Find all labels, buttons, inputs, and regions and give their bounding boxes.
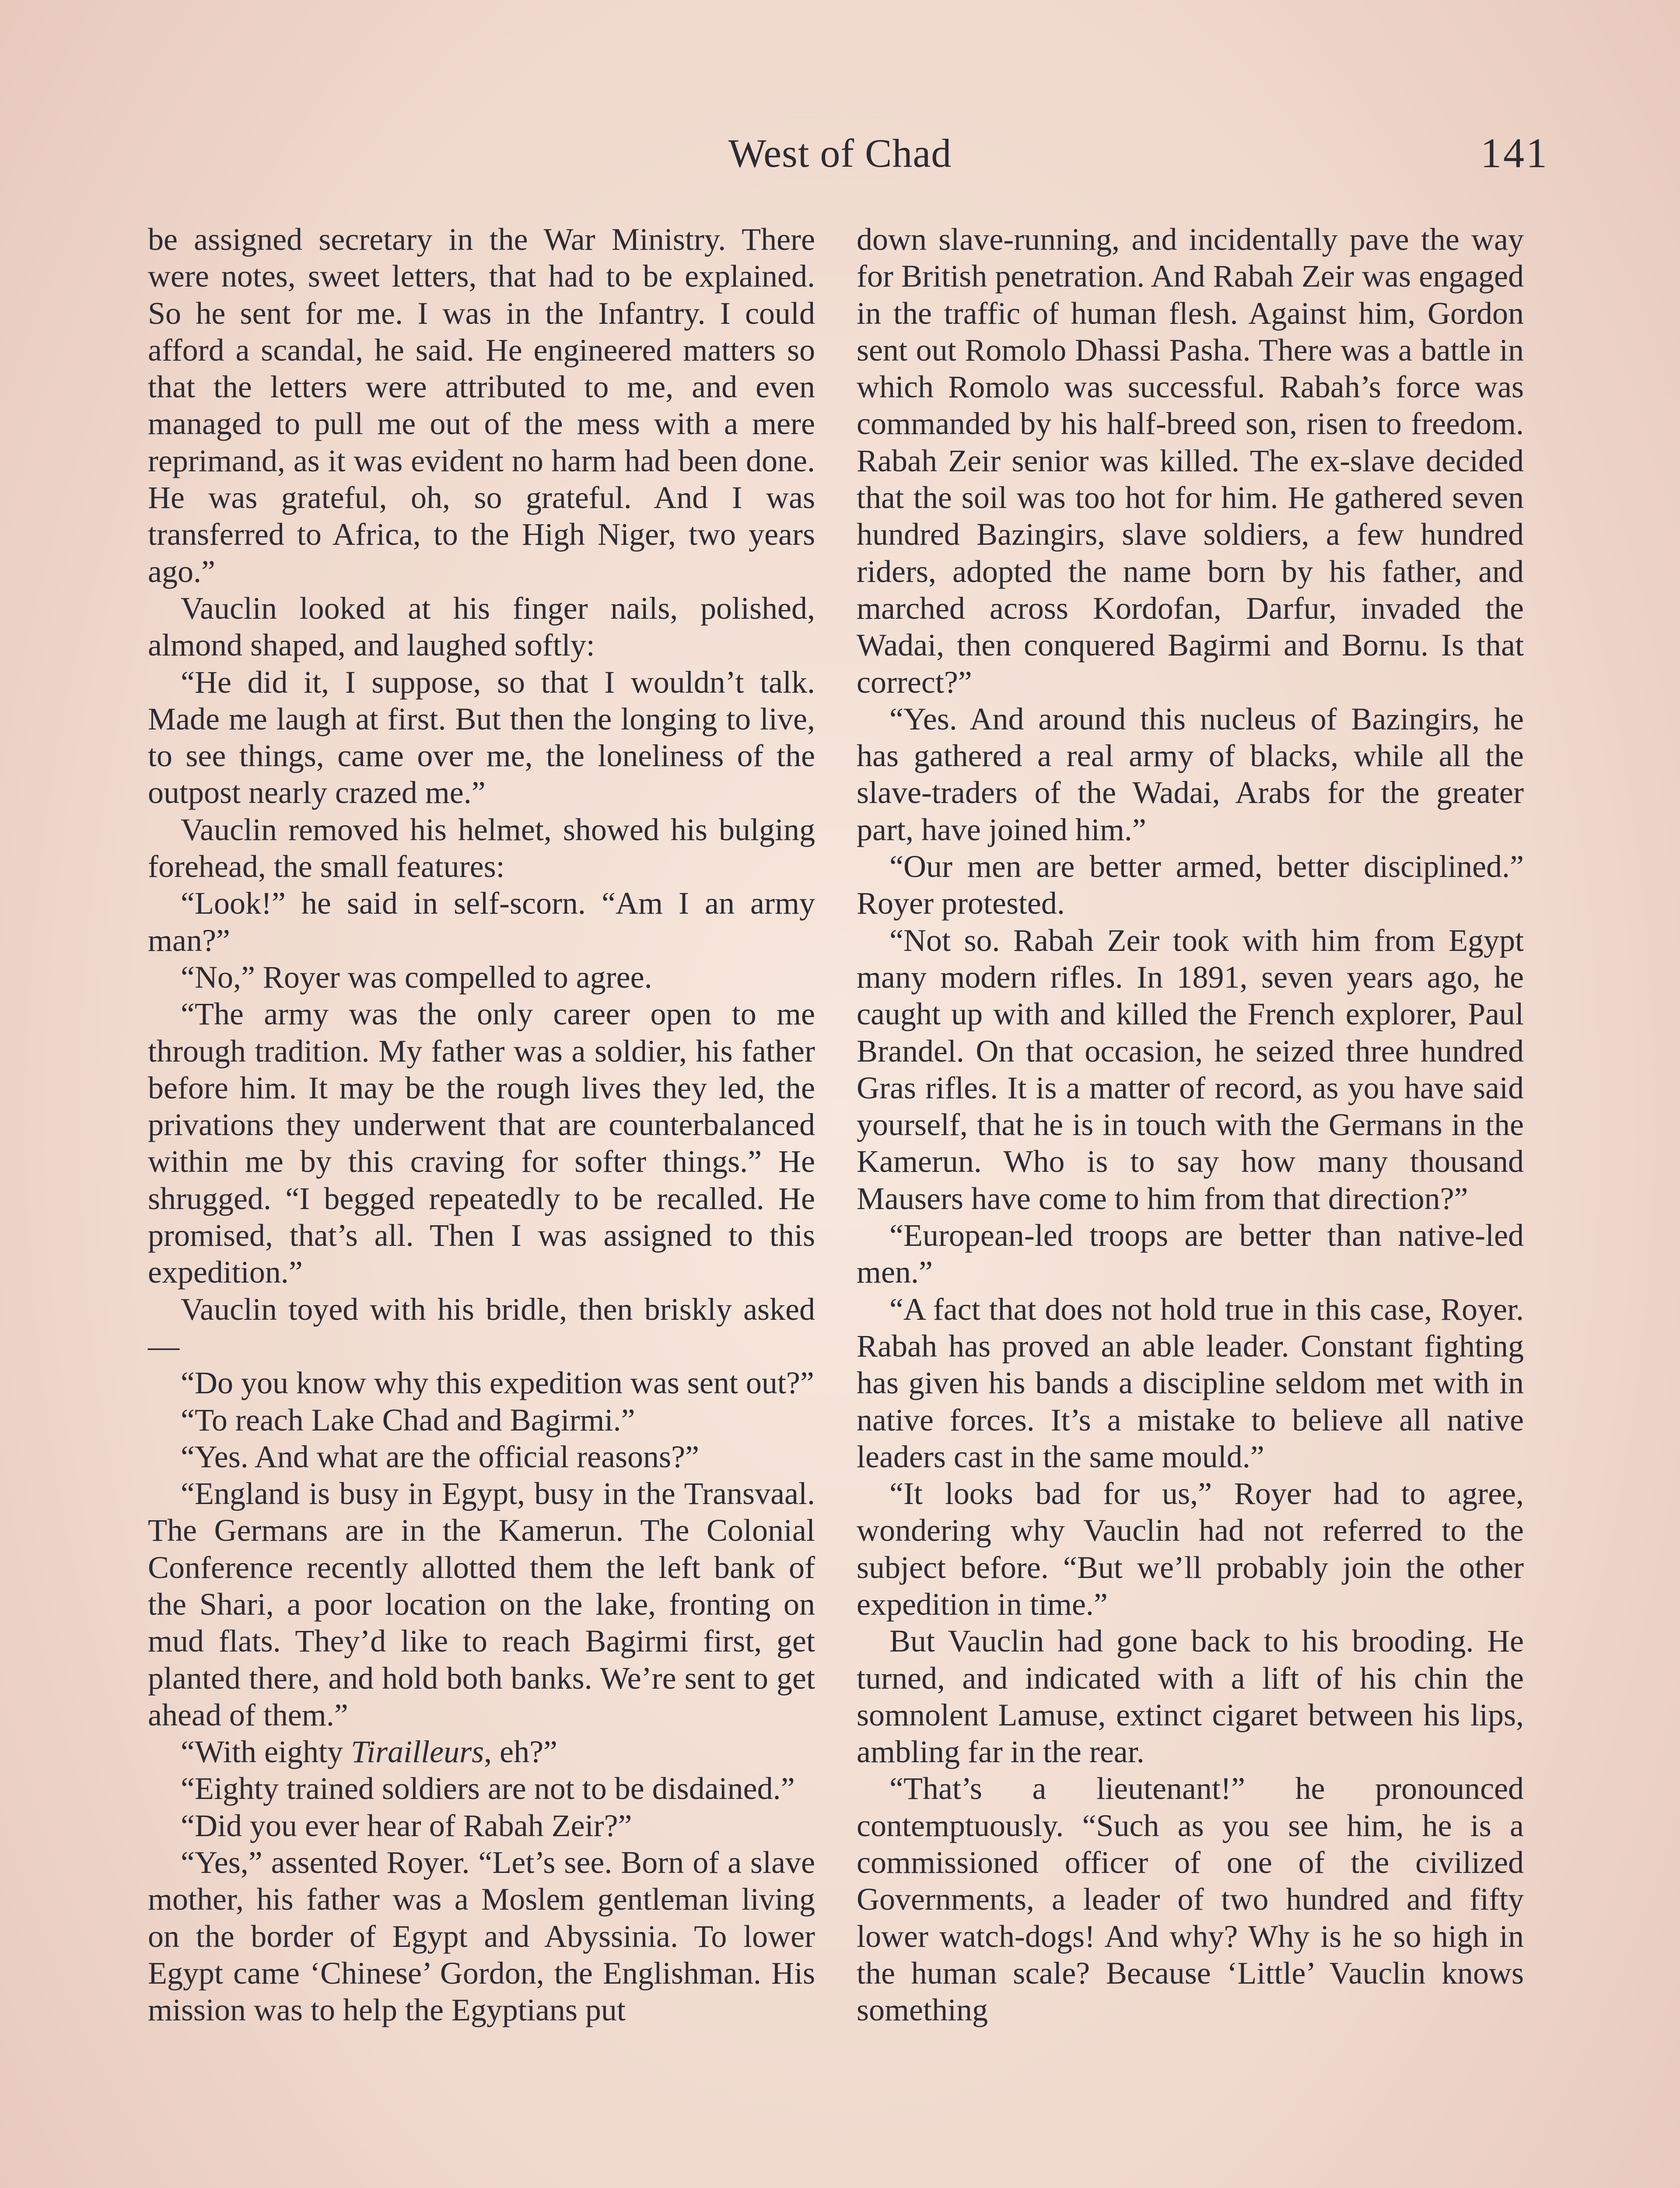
- paragraph: “England is busy in Egypt, busy in the Transvaal. The Germans are in the Kamerun. The Colonial Conference recently allotted them the left bank of the Shari, a poor location on the lake, fronting on mud flats. They’d like to reach Bagirmi first, get planted there, and hold both banks. We’re sent to get ahead of them.”: [148, 1476, 815, 1732]
- paragraph: “European-led troops are better than native-led men.”: [857, 1218, 1524, 1290]
- paragraph: “Eighty trained soldiers are not to be disdained.”: [181, 1771, 795, 1806]
- paragraph-tirailleurs: [148, 1733, 815, 1770]
- paragraph: Vauclin toyed with his bridle, then briskly asked—: [148, 1291, 815, 1364]
- paragraph: “The army was the only career open to me through tradition. My father was a soldier, his father before him. It may be the rough lives they led, the privations they underwent that are counterbalanced within me by this craving for softer things.” He shrugged. “I begged repeatedly to be recalled. He promised, that’s all. Then I was assigned to this expedition.”: [148, 996, 815, 1290]
- paragraph: be assigned secretary in the War Ministry. There were notes, sweet letters, that had to be explained. So he sent for me. I was in the Infantry. I could afford a scandal, he said. He engineered matters so that the letters were attributed to me, and even managed to pull me out of the mess with a mere reprimand, as it was evident no harm had been done. He was grateful, oh, so grateful. And I was transferred to Africa, to the High Niger, two years ago.”: [148, 222, 815, 589]
- paragraph: “Do you know why this expedition was sent out?”: [181, 1365, 814, 1401]
- paragraph: “Yes. And what are the official reasons?”: [181, 1439, 699, 1474]
- paragraph: “To reach Lake Chad and Bagirmi.”: [181, 1402, 635, 1438]
- text-column-left: [148, 221, 815, 2029]
- paragraph: Vauclin removed his helmet, showed his bulging forehead, the small features:: [148, 812, 815, 884]
- running-head: [0, 125, 1680, 182]
- paragraph: down slave-running, and incidentally pave the way for British penetration. And Rabah Zeir was engaged in the traffic of human flesh. Against him, Gordon sent out Romolo Dhassi Pasha. There was a battle in which Romolo was successful. Rabah’s force was commanded by his half-breed son, risen to freedom. Rabah Zeir senior was killed. The ex-slave decided that the soil was too hot for him. He gathered seven hundred Bazingirs, slave soldiers, a few hundred riders, adopted the name born by his father, and marched across Kordofan, Darfur, invaded the Wadai, then conquered Bagirmi and Bornu. Is that correct?”: [857, 222, 1524, 700]
- paragraph: “No,” Royer was compelled to agree.: [181, 959, 652, 995]
- paragraph: “It looks bad for us,” Royer had to agree, wondering why Vauclin had not referred to the subject before. “But we’ll probably join the other expedition in time.”: [857, 1476, 1524, 1622]
- text-run: , eh?”: [484, 1734, 557, 1770]
- paragraph: “He did it, I suppose, so that I wouldn’t talk. Made me laugh at first. But then the longing to live, to see things, came over me, the loneliness of the outpost nearly crazed me.”: [148, 664, 815, 810]
- text-run: “With eighty: [181, 1734, 351, 1770]
- paragraph: Vauclin looked at his finger nails, polished, almond shaped, and laughed softly:: [148, 590, 815, 663]
- paragraph: “Our men are better armed, better disciplined.” Royer protested.: [857, 849, 1524, 921]
- paragraph: “Yes,” assented Royer. “Let’s see. Born of a slave mother, his father was a Moslem gentleman living on the border of Egypt and Abyssinia. To lower Egypt came ‘Chinese’ Gordon, the Englishman. His mission was to help the Egyptians put: [148, 1845, 815, 2028]
- paragraph: “Look!” he said in self-scorn. “Am I an army man?”: [148, 886, 815, 958]
- text-column-right: [857, 221, 1524, 2029]
- paragraph: But Vauclin had gone back to his brooding. He turned, and indicated with a lift of his chin the somnolent Lamuse, extinct cigaret between his lips, ambling far in the rear.: [857, 1623, 1524, 1770]
- paragraph: “A fact that does not hold true in this case, Royer. Rabah has proved an able leader. Constant fighting has given his bands a discipline seldom met with in native forces. It’s a mistake to believe all native leaders cast in the same mould.”: [857, 1291, 1524, 1474]
- paragraph: “Yes. And around this nucleus of Bazingirs, he has gathered a real army of blacks, while all the slave-traders of the Wadai, Arabs for the greater part, have joined him.”: [857, 701, 1524, 847]
- italic-term: Tirailleurs: [351, 1734, 484, 1770]
- paragraph: “That’s a lieutenant!” he pronounced contemptuously. “Such as you see him, he is a commissioned officer of one of the civilized Governments, a leader of two hundred and fifty lower watch-dogs! And why? Why is he so high in the human scale? Because ‘Little’ Vauclin knows something: [857, 1771, 1524, 2028]
- running-title: West of Chad: [728, 131, 952, 175]
- page-number: 141: [1480, 130, 1549, 176]
- paragraph: “Did you ever hear of Rabah Zeir?”: [181, 1808, 632, 1843]
- paragraph: “Not so. Rabah Zeir took with him from Egypt many modern rifles. In 1891, seven years ago, he caught up with and killed the French explorer, Paul Brandel. On that occasion, he seized three hundred Gras rifles. It is a matter of record, as you have said yourself, that he is in touch with the Germans in the Kamerun. Who is to say how many thousand Mausers have come to him from that direction?”: [857, 922, 1524, 1216]
